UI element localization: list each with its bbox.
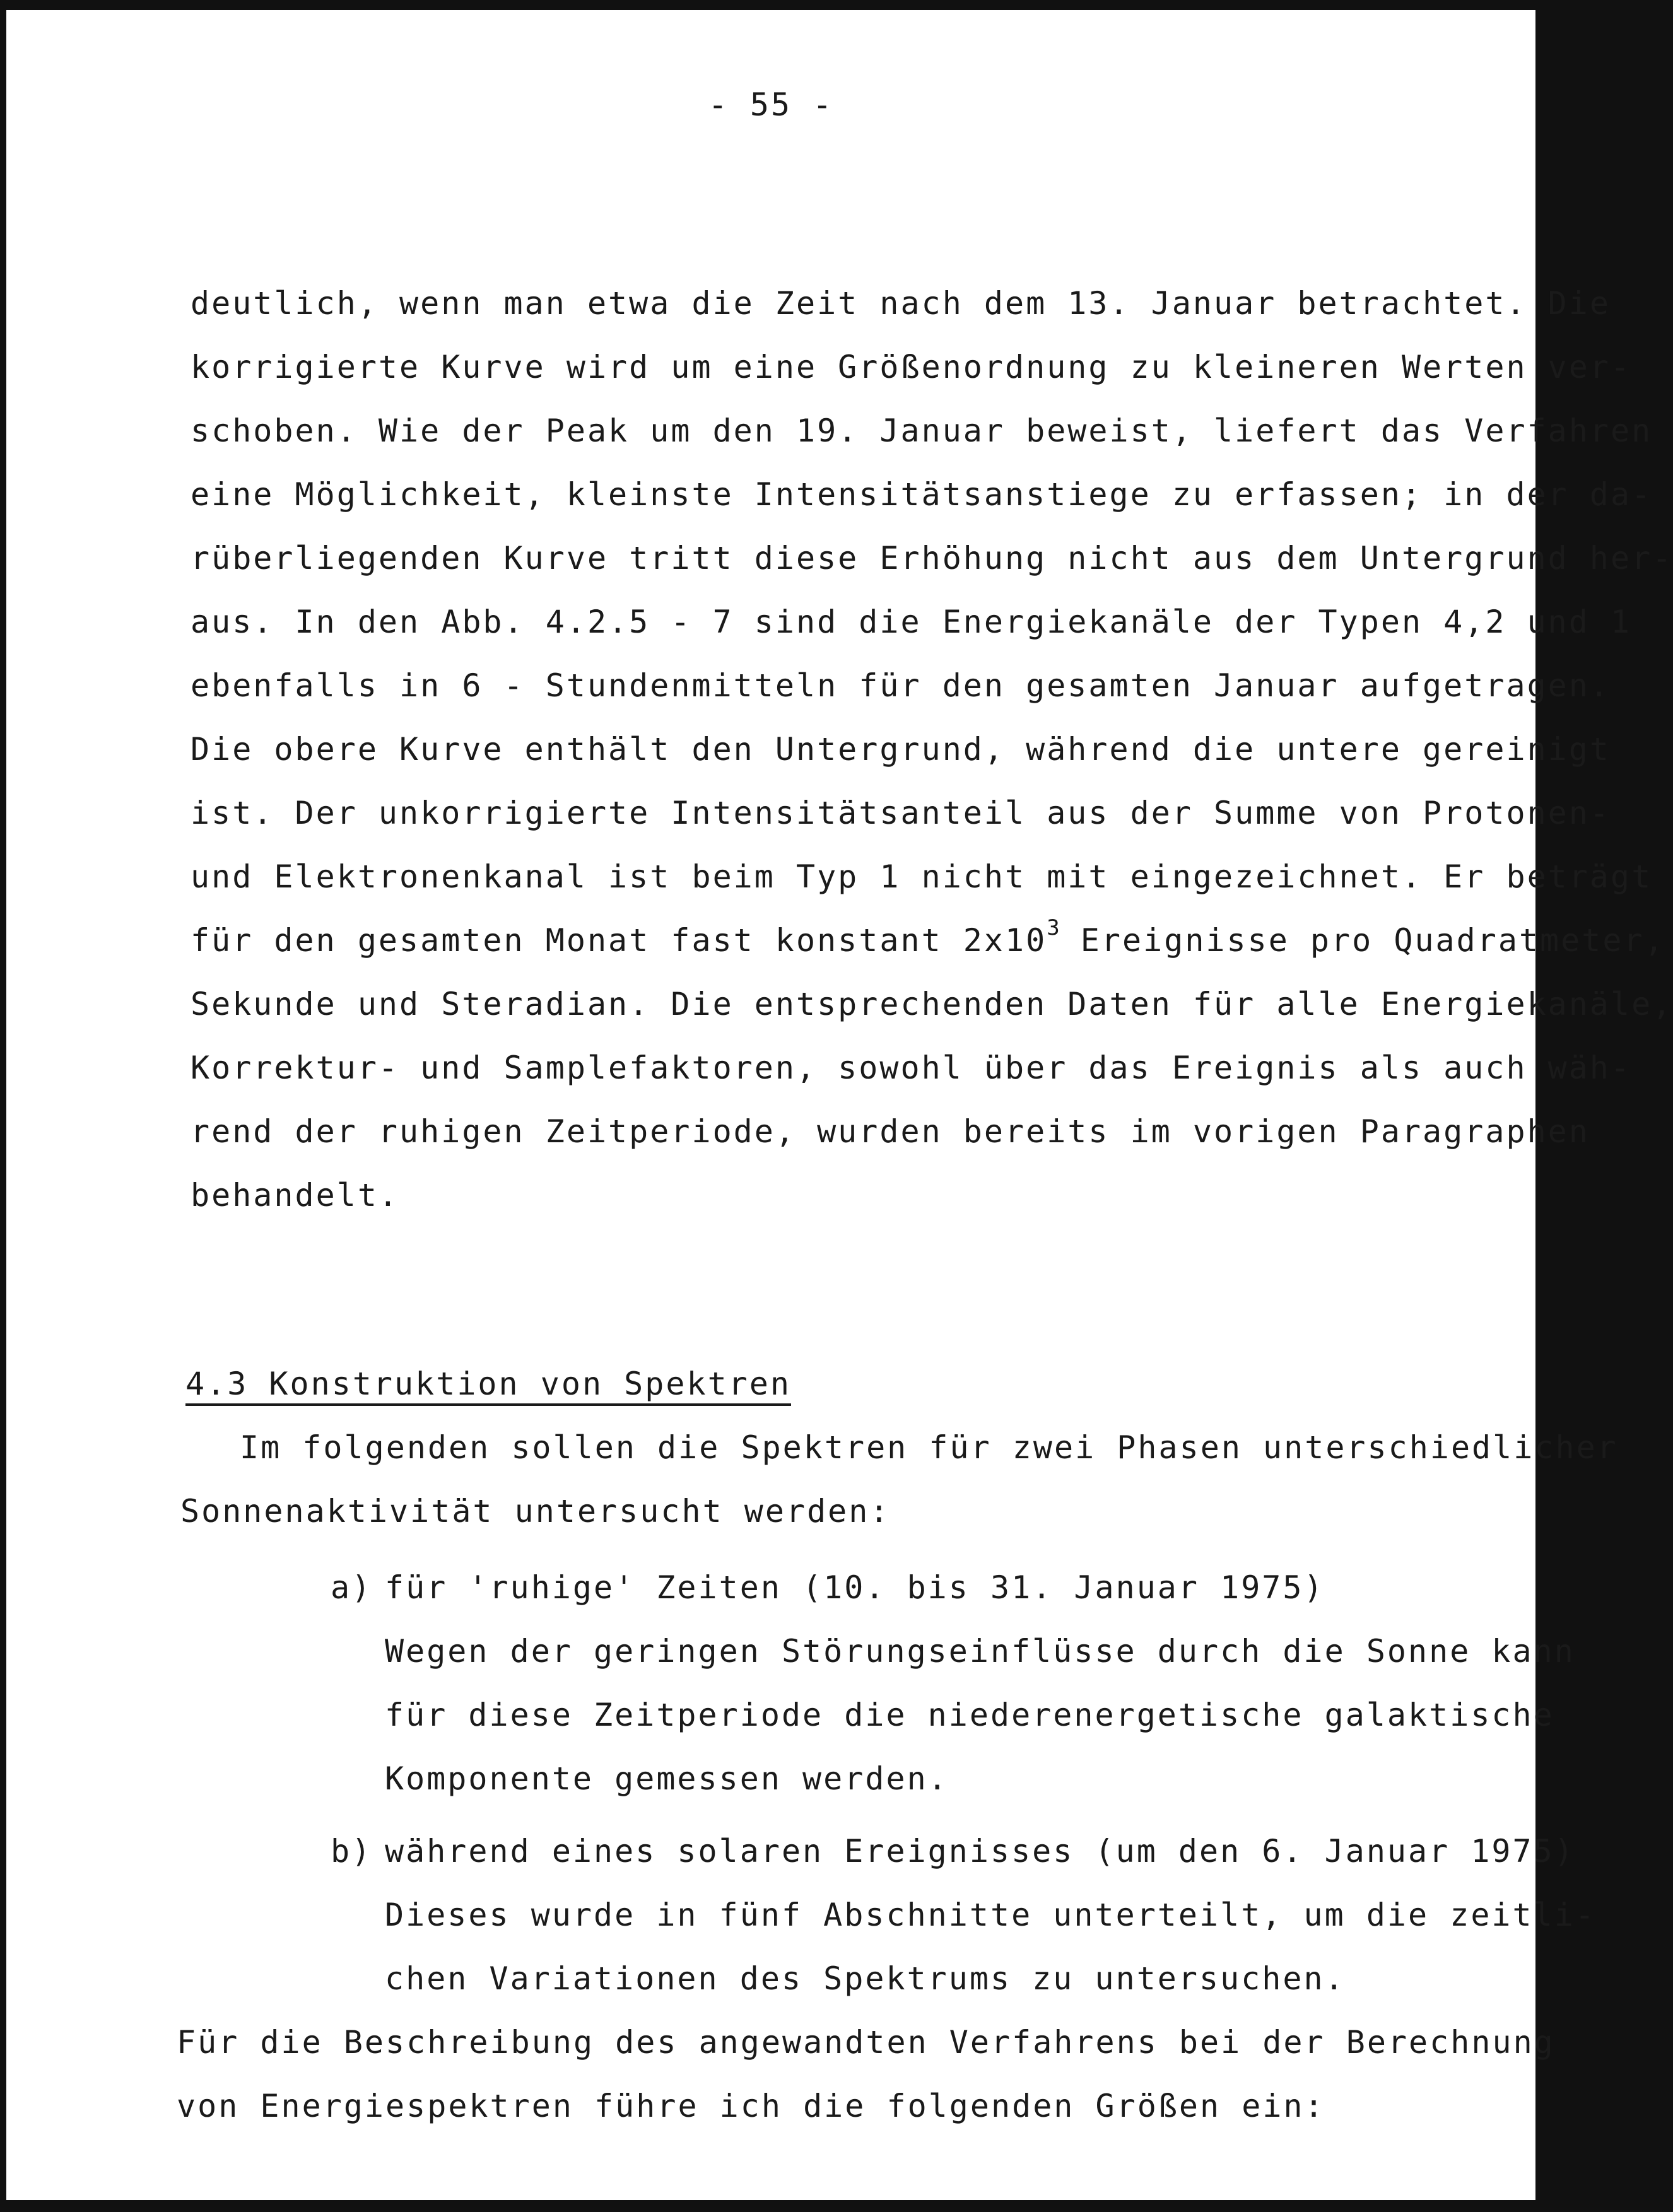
text-line: Dieses wurde in fünf Abschnitte unterteilt, um die zeitli- — [385, 1897, 1596, 1933]
superscript-exponent: 3 — [1047, 915, 1060, 940]
text-line: deutlich, wenn man etwa die Zeit nach dem 13. Januar betrachtet. Die — [191, 285, 1611, 322]
list-item-label: a) — [331, 1569, 373, 1606]
text-line: Komponente gemessen werden. — [385, 1760, 949, 1797]
text-line-with-superscript — [191, 909, 1665, 976]
page-number: - 55 - — [708, 86, 834, 123]
text-segment: Ereignisse pro Quadratmeter, — [1059, 922, 1665, 959]
text-line: und Elektronenkanal ist beim Typ 1 nicht mit eingezeichnet. Er beträgt — [191, 858, 1653, 895]
text-line: chen Variationen des Spektrums zu untersuchen. — [385, 1960, 1346, 1997]
text-line: für diese Zeitperiode die niederenergetische galaktische — [385, 1697, 1554, 1733]
text-line: Für die Beschreibung des angewandten Verfahrens bei der Berechnung — [177, 2024, 1555, 2061]
text-line: ist. Der unkorrigierte Intensitätsanteil aus der Summe von Protonen- — [191, 795, 1611, 831]
document-page — [6, 10, 1673, 2200]
text-line: rend der ruhigen Zeitperiode, wurden bereits im vorigen Paragraphen — [191, 1113, 1590, 1150]
text-line: behandelt. — [191, 1177, 400, 1214]
text-line: Sekunde und Steradian. Die entsprechenden Daten für alle Energiekanäle, — [191, 986, 1673, 1022]
section-heading: 4.3 Konstruktion von Spektren — [185, 1366, 791, 1402]
text-line: von Energiespektren führe ich die folgenden Größen ein: — [177, 2088, 1325, 2124]
list-item-title: für 'ruhige' Zeiten (10. bis 31. Januar 1975) — [385, 1569, 1325, 1606]
text-line: Sonnenaktivität untersucht werden: — [180, 1493, 891, 1530]
text-line: Im folgenden sollen die Spektren für zwei Phasen unterschiedlicher — [240, 1429, 1618, 1466]
text-line: aus. In den Abb. 4.2.5 - 7 sind die Energiekanäle der Typen 4,2 und 1 — [191, 604, 1632, 640]
text-line: Wegen der geringen Störungseinflüsse durch die Sonne kann — [385, 1633, 1575, 1670]
text-line: korrigierte Kurve wird um eine Größenordnung zu kleineren Werten ver- — [191, 349, 1632, 385]
text-line: Korrektur- und Samplefaktoren, sowohl über das Ereignis als auch wäh- — [191, 1050, 1632, 1086]
text-line: rüberliegenden Kurve tritt diese Erhöhung nicht aus dem Untergrund her- — [191, 540, 1673, 576]
text-segment: für den gesamten Monat fast konstant 2x10 — [191, 922, 1047, 959]
text-line: ebenfalls in 6 - Stundenmitteln für den gesamten Januar aufgetragen. — [191, 667, 1611, 704]
list-item-title: während eines solaren Ereignisses (um den 6. Januar 1975) — [385, 1833, 1575, 1870]
list-item-label: b) — [331, 1833, 373, 1870]
text-line: Die obere Kurve enthält den Untergrund, während die untere gereinigt — [191, 731, 1611, 768]
text-line: eine Möglichkeit, kleinste Intensitätsanstiege zu erfassen; in der da- — [191, 476, 1653, 513]
text-line: schoben. Wie der Peak um den 19. Januar beweist, liefert das Verfahren — [191, 413, 1653, 449]
